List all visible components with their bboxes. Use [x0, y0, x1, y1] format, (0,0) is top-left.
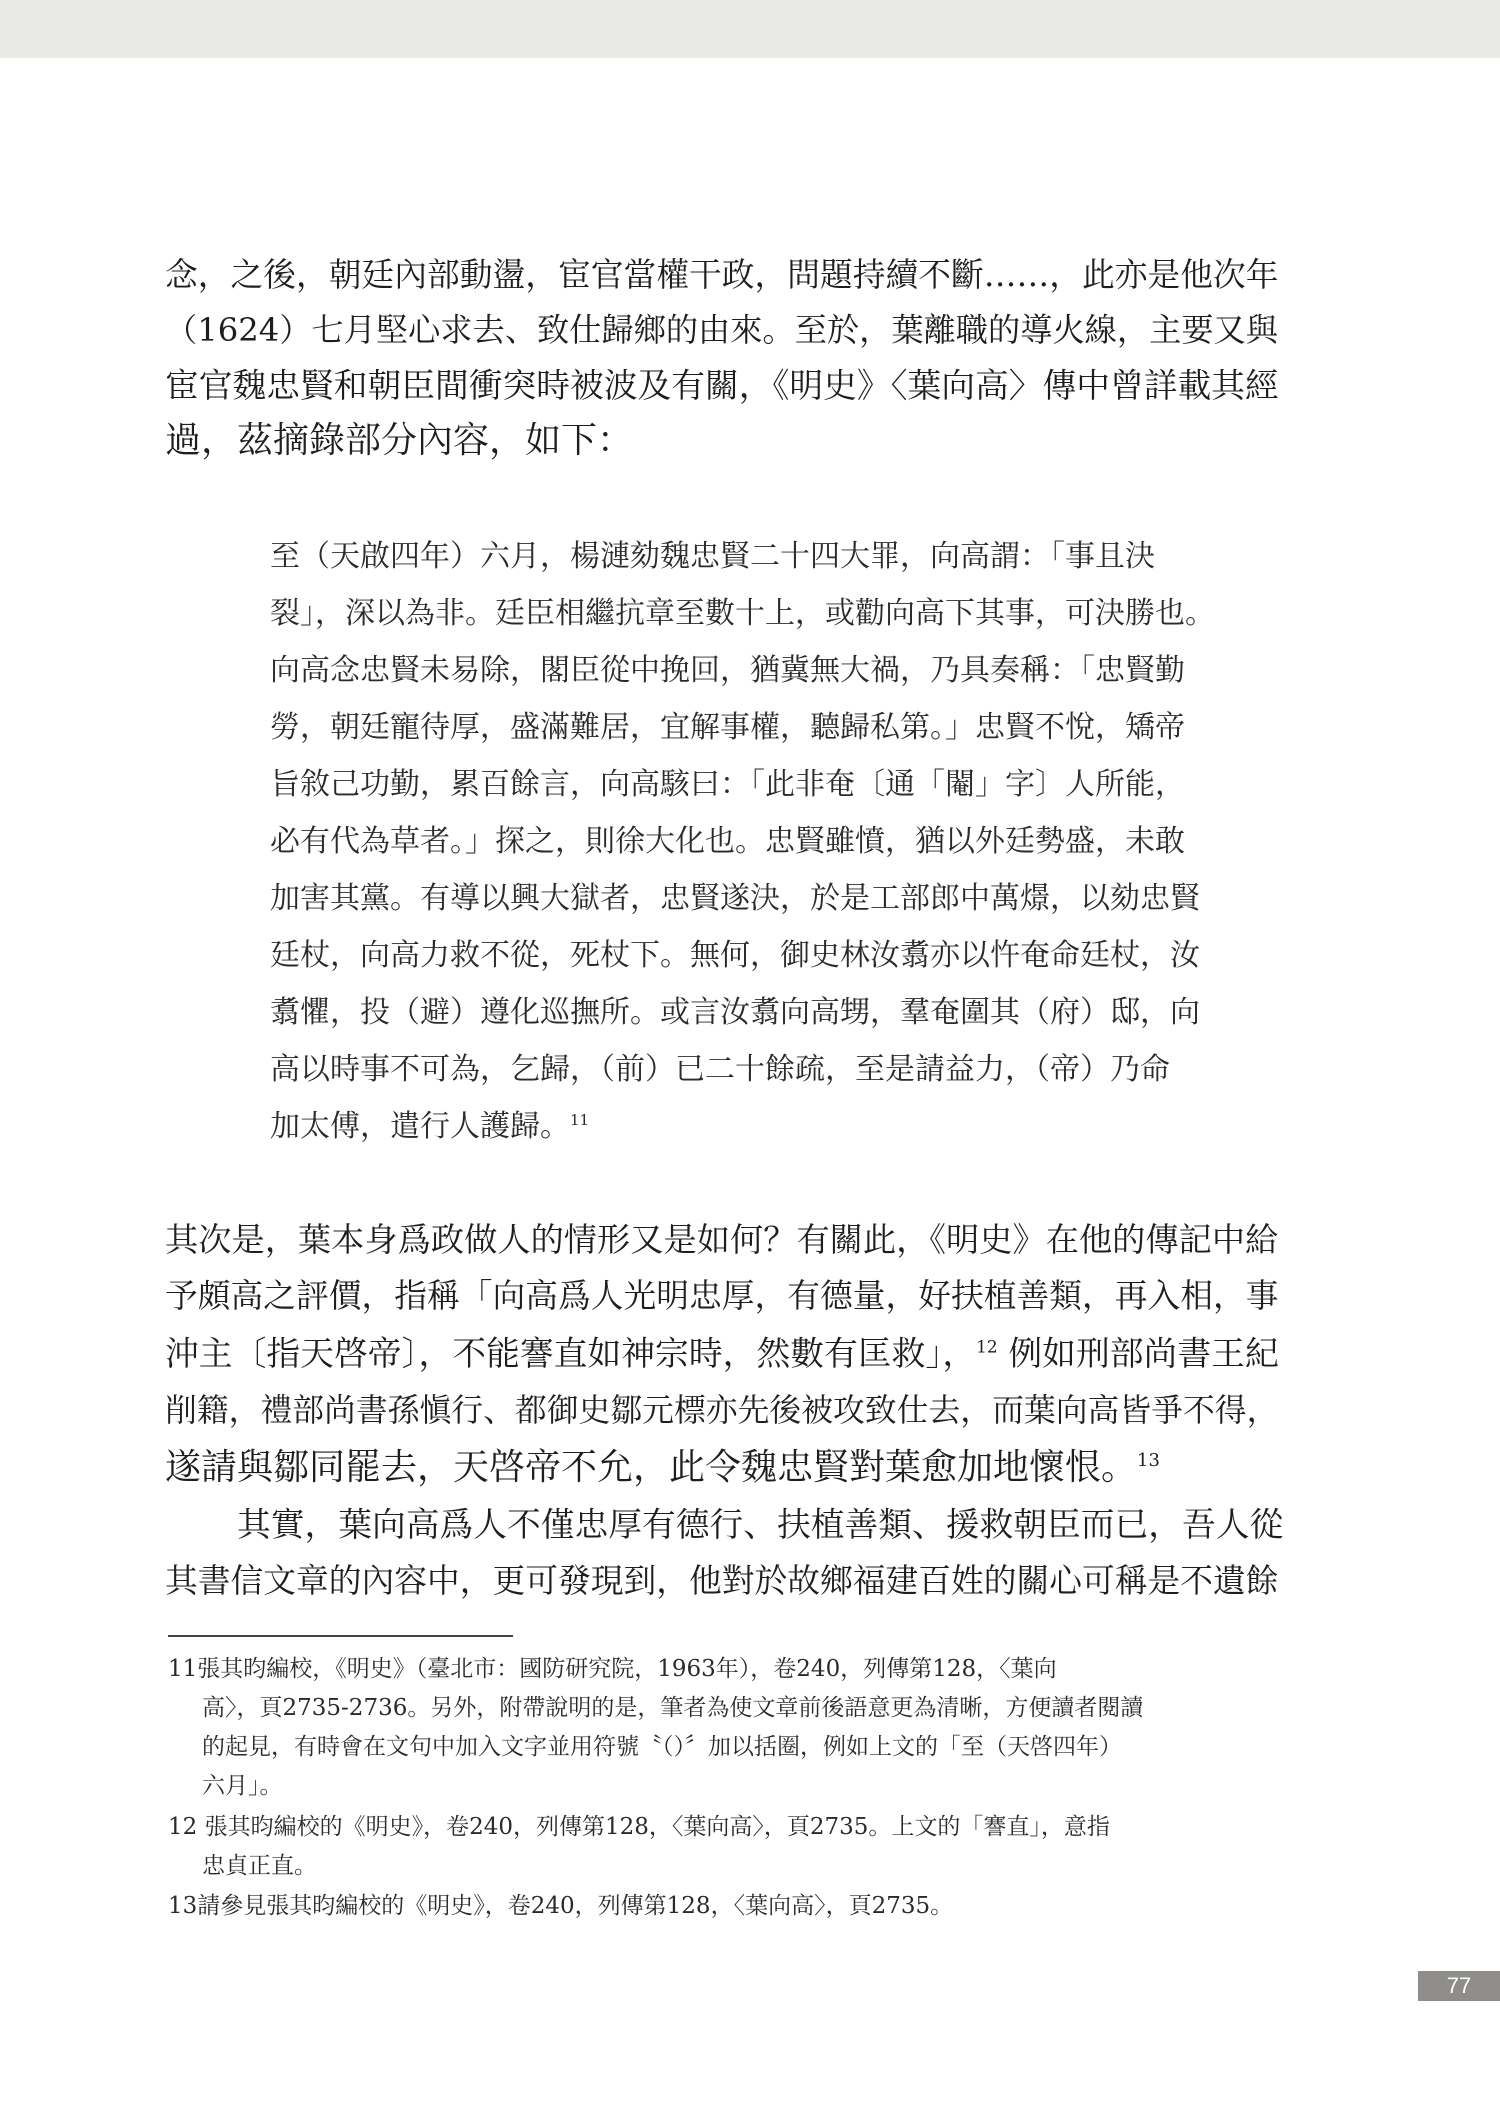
text-line: 予頗高之評價，指稱「向高爲人光明忠厚，有德量，好扶植善類，再入相，事	[165, 1277, 1279, 1315]
text-segment: 例如刑部尚書王紀	[1008, 1334, 1279, 1373]
footnote-line: 11張其昀編校，《明史》（臺北市：國防研究院，1963年），卷240，列傳第128，〈葉向	[168, 1656, 1057, 1682]
quote-line: 旨敘己功勤，累百餘言，向高駭曰：「此非奄〔通「閹」字〕人所能，	[270, 767, 1185, 802]
quote-line: 裂」，深以為非。廷臣相繼抗章至數十上，或勸向高下其事，可決勝也。	[270, 596, 1215, 631]
text-line	[165, 1439, 1290, 1496]
quote-line: 廷杖，向高力救不從，死杖下。無何，御史林汝翥亦以忤奄命廷杖，汝	[270, 938, 1200, 973]
quote-line: 翥懼，投（避）遵化巡撫所。或言汝翥向高甥，羣奄圍其（府）邸，向	[270, 995, 1200, 1030]
footnote-line: 13請參見張其昀編校的《明史》，卷240，列傳第128，〈葉向高〉，頁2735。	[168, 1893, 954, 1919]
footnote-ref-12: 12	[976, 1336, 998, 1357]
quote-line: 至（天啟四年）六月，楊漣劾魏忠賢二十四大罪，向高謂：「事且決	[270, 539, 1155, 574]
footnote-13	[168, 1887, 1293, 1926]
text-line: 削籍，禮部尚書孫愼行、都御史鄒元標亦先後被攻致仕去，而葉向高皆爭不得，	[165, 1391, 1279, 1429]
text-line: 其實，葉向高爲人不僅忠厚有德行、扶植善類、援救朝臣而已，吾人從	[237, 1505, 1284, 1544]
footnote-line: 高〉，頁2735-2736。另外，附帶說明的是，筆者為使文章前後語意更為清晰，方便讀者閱讀	[202, 1695, 1144, 1721]
footnote-line: 六月」。	[202, 1773, 283, 1799]
text-line: 其書信文章的內容中，更可發現到，他對於故鄉福建百姓的關心可稱是不遺餘	[165, 1562, 1279, 1600]
text-line	[165, 1325, 1290, 1382]
text-segment: 遂請與鄒同罷去，天啓帝不允，此令魏忠賢對葉愈加地懷恨。	[165, 1447, 1138, 1488]
footnote-ref-13: 13	[1137, 1450, 1160, 1471]
body-paragraph-character	[165, 1496, 1290, 1610]
intro-paragraph	[165, 248, 1290, 468]
quote-line: 加害其黨。有導以興大獄者，忠賢遂決，於是工部郎中萬燝，以劾忠賢	[270, 881, 1200, 916]
quote-line	[270, 1098, 1285, 1155]
footnote-12	[168, 1808, 1293, 1886]
footnote-ref-11: 11	[570, 1111, 590, 1129]
text-line: 宦官魏忠賢和朝臣間衝突時被波及有關，《明史》〈葉向高〉傳中曾詳載其經	[165, 366, 1279, 405]
text-line: 念，之後，朝廷內部動盪，宦官當權干政，問題持續不斷……，此亦是他次年	[165, 256, 1279, 294]
text-line: 其次是，葉本身爲政做人的情形又是如何？有關此，《明史》在他的傳記中給	[165, 1220, 1279, 1259]
scan-edge-band	[0, 0, 1500, 58]
quote-line: 必有代為草者。」探之，則徐大化也。忠賢雖憤，猶以外廷勢盛，未敢	[270, 824, 1185, 859]
text-line: （1624）七月堅心求去、致仕歸鄉的由來。至於，葉離職的導火線，主要又與	[165, 311, 1278, 349]
text-line: 過，茲摘錄部分內容，如下：	[165, 420, 634, 461]
body-paragraph-evaluation	[165, 1211, 1290, 1496]
quote-line: 向高念忠賢未易除，閣臣從中挽回，猶冀無大禍，乃具奏稱：「忠賢勤	[270, 653, 1185, 688]
text-segment: 沖主〔指天啓帝〕，不能謇直如神宗時，然數有匡救」，	[165, 1334, 977, 1373]
page-number: 77	[1418, 1971, 1500, 2001]
footnote-line: 忠貞正直。	[202, 1853, 317, 1879]
footnote-line: 12 張其昀編校的《明史》，卷240，列傳第128，〈葉向高〉，頁2735。上文的「謇直」，意指	[168, 1814, 1110, 1840]
footnote-divider	[168, 1635, 513, 1637]
quote-line: 高以時事不可為，乞歸，（前）已二十餘疏，至是請益力，（帝）乃命	[270, 1052, 1170, 1087]
block-quote	[270, 528, 1285, 1155]
quote-line-text: 加太傅，遣行人護歸。	[270, 1109, 570, 1144]
footnote-line: 的起見，有時會在文句中加入文字並用符號〝（）〞加以括圈，例如上文的「至（天啓四年）	[202, 1734, 1122, 1760]
footnote-11	[168, 1650, 1293, 1806]
quote-line: 勞，朝廷寵待厚，盛滿難居，宜解事權，聽歸私第。」忠賢不悅，矯帝	[270, 710, 1185, 745]
